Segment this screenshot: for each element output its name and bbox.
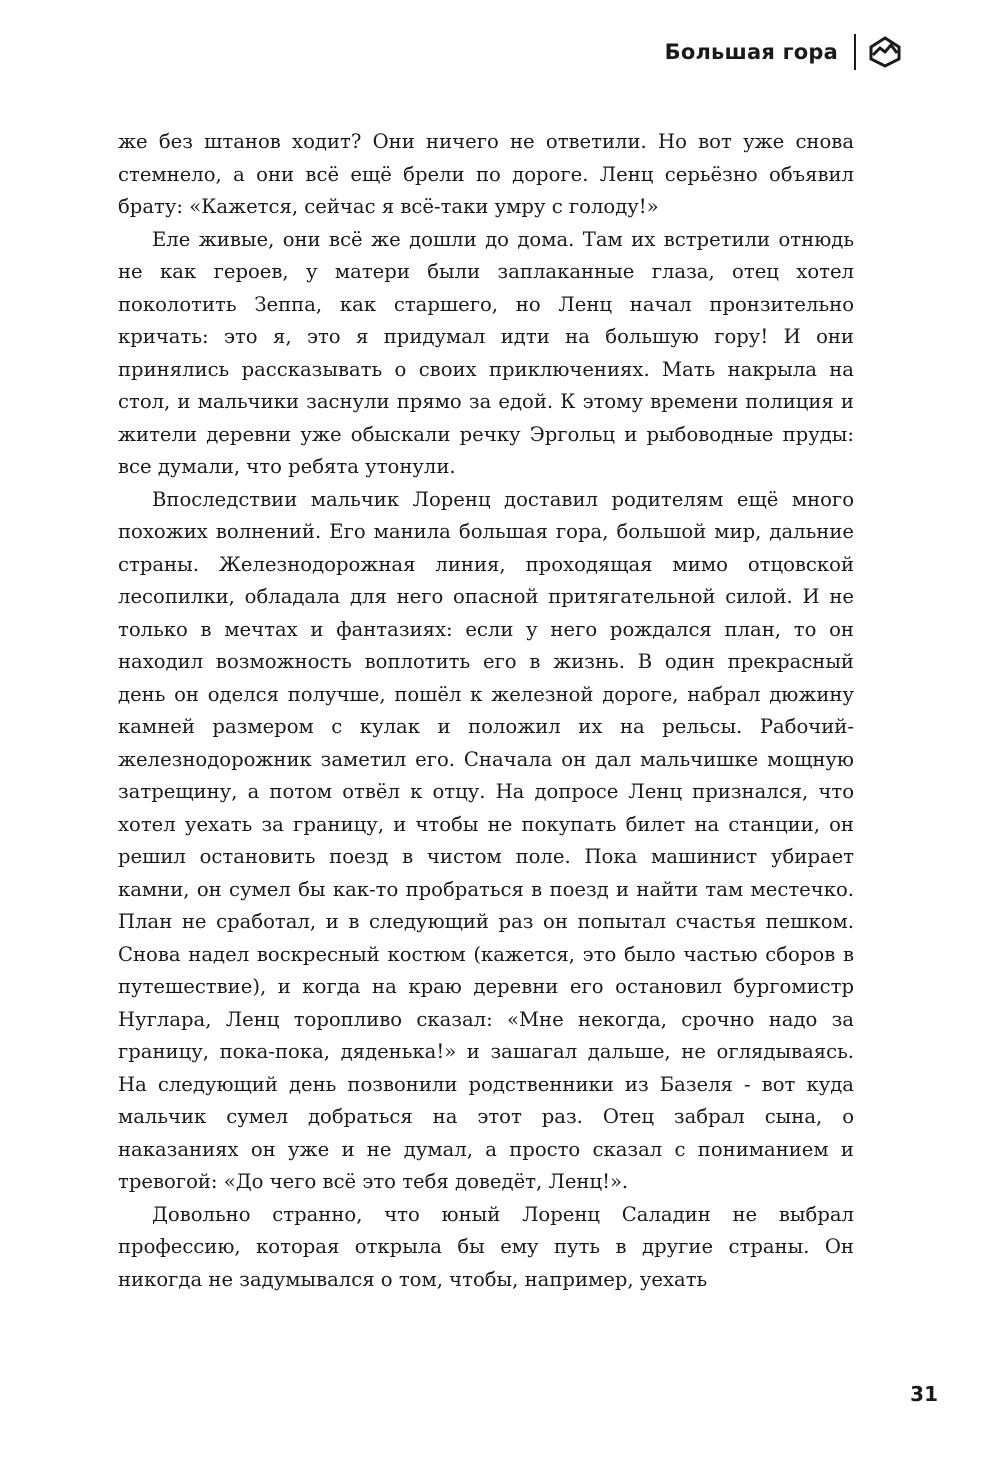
paragraph-continuation: же без штанов ходит? Они ничего не ответили. Но вот уже снова стемнело, а они всё ещё брели по дороге. Ленц серьёзно объявил брату: «Кажется, сейчас я всё-таки умру с голоду!» <box>118 130 854 218</box>
paragraph: Еле живые, они всё же дошли до дома. Там их встретили отнюдь не как героев, у матери были заплаканные глаза, отец хотел поколотить Зеппа, как старшего, но Ленц начал пронзительно кричать: это я, это я придумал идти на большую гору! И они принялись рассказывать о своих приключениях. Мать накрыла на стол, и мальчики заснули прямо за едой. К этому времени полиция и жители деревни уже обыскали речку Эргольц и рыбоводные пруды: все думали, что ребята утонули. <box>118 227 854 478</box>
paragraph: Довольно странно, что юный Лоренц Саладин не выбрал профессию, которая открыла бы ему путь в другие страны. Он никогда не задумывался о том, чтобы, например, уехать <box>118 1202 854 1291</box>
header-divider <box>854 34 856 70</box>
running-header <box>665 30 902 74</box>
page-number: 31 <box>910 1382 938 1406</box>
paragraph: Впоследствии мальчик Лоренц доставил родителям ещё много похожих волнений. Его манила большая гора, большой мир, дальние страны. Железнодорожная линия, проходящая мимо отцовской лесопилки, обладала для него опасной притягательной силой. И не только в мечтах и фантазиях: если у него рождался план, то он находил возможность воплотить его в жизнь. В один прекрасный день он оделся получше, пошёл к железной дороге, набрал дюжину камней размером с кулак и положил их на рельсы. Рабочий-железнодорожник заметил его. Сначала он дал мальчишке мощную затрещину, а потом отвёл к отцу. На допросе Ленц признался, что хотел уехать за границу, и чтобы не покупать билет на станции, он решил остановить поезд в чистом поле. Пока машинист убирает камни, он сумел бы как-то пробраться в поезд и найти там местечко. План не сработал, и в следующий раз он попытал счастья пешком. Снова надел воскресный костюм (кажется, это было частью сборов в путешествие), и когда на краю деревни его остановил бургомистр Нуглара, Ленц торопливо сказал: «Мне некогда, срочно надо за границу, пока-пока, дяденька!» и зашагал дальше, не оглядываясь. На следующий день позвонили родственники из Базеля - вот куда мальчик сумел добраться на этот раз. Отец забрал сына, о наказаниях он уже и не думал, а просто сказал с пониманием и тревогой: «До чего всё это тебя доведёт, Ленц!». <box>118 487 854 1193</box>
mountain-logo-icon <box>868 35 902 69</box>
chapter-title: Большая гора <box>664 40 838 64</box>
body-text <box>118 126 854 1296</box>
